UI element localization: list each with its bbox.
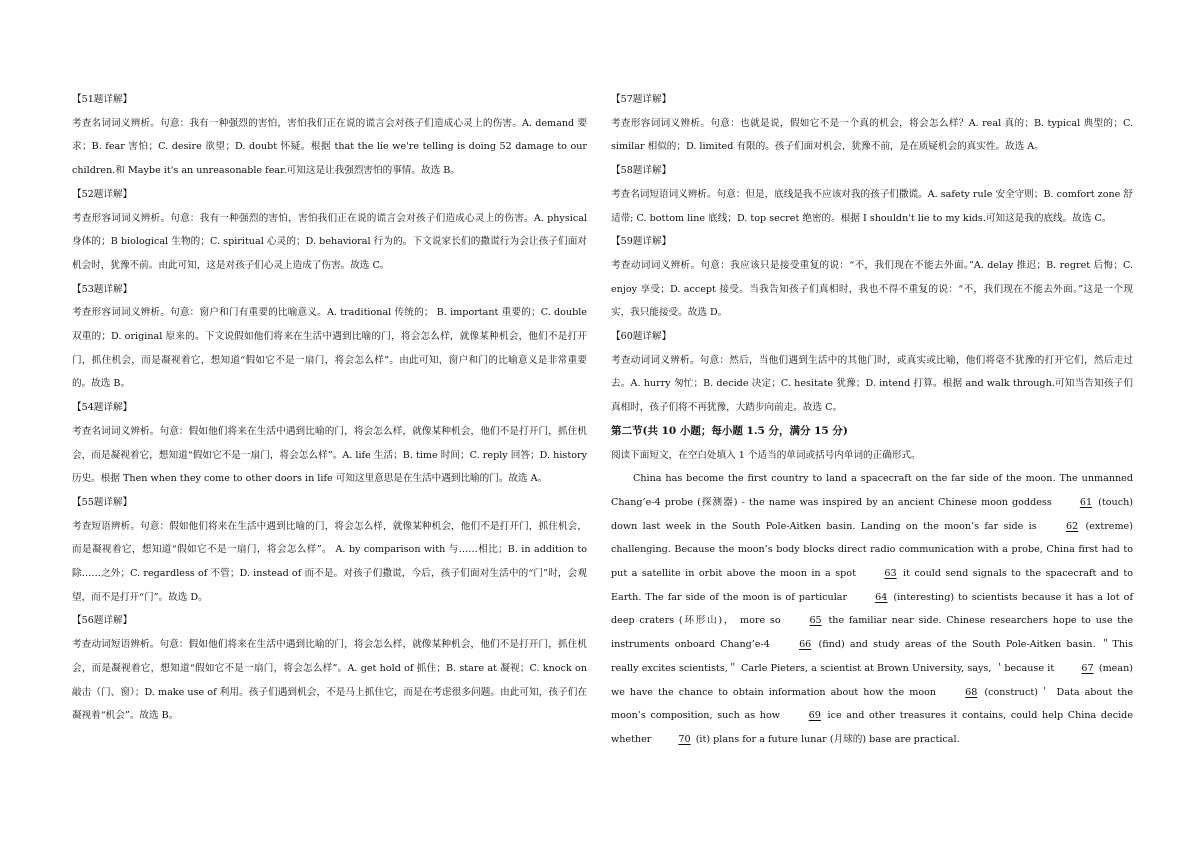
explanation-block (611, 88, 1133, 159)
right-column (611, 88, 1133, 752)
answer-blank[interactable]: 62 (1065, 520, 1079, 532)
explanation-text: 考查动词词义辨析。句意：然后，当他们遇到生活中的其他门时，或真实或比喻，他们将毫不犹豫的打开它们，然后走过去。A. hurry 匆忙；B. decide 决定；C. hesitate 犹豫；D. intend 打算。根据 and walk through.可知当告知孩子们真相时，孩子们将不再犹豫，大踏步向前走。故选 C。 (611, 354, 1133, 414)
passage-text: (it) plans for a future lunar (月球的) base are practical. (692, 733, 960, 745)
cloze-passage (611, 467, 1133, 751)
answer-blank[interactable]: 64 (875, 591, 888, 603)
answer-blank[interactable]: 69 (808, 710, 821, 722)
explanation-block (611, 230, 1133, 325)
passage-text: (mean) we have the chance to obtain information about how the moon (611, 662, 1133, 698)
passage-text: (touch) down last week in the South Pole-Aitken basin. Landing on the moon’s far side is (611, 496, 1133, 532)
right-explanations (611, 88, 1133, 420)
explanation-heading: 【53题详解】 (72, 283, 133, 295)
answer-blank[interactable]: 67 (1081, 662, 1094, 674)
section-title: 第二节(共 10 小题；每小题 1.5 分，满分 15 分) (611, 424, 848, 437)
passage-text: it could send signals to the spacecraft and to Earth. The far side of the moon is of particular (611, 568, 1133, 603)
explanation-heading: 【57题详解】 (611, 94, 672, 105)
explanation-text: 考查名词词义辨析。句意：我有一种强烈的害怕，害怕我们正在说的谎言会对孩子们造成心灵上的伤害。A. demand 要求；B. fear 害怕；C. desire 欲望；D. doubt 怀疑。根据 that the lie we're telling is doing 52 damage to our children.和 Maybe it's an unreasonable fear.可知这是让我强烈害怕的事情。故选 B。 (72, 117, 587, 177)
explanation-block (611, 159, 1133, 230)
explanation-heading: 【56题详解】 (72, 615, 133, 627)
explanation-block (72, 278, 587, 397)
explanation-text: 考查名词词义辨析。句意：假如他们将来在生活中遇到比喻的门，将会怎么样，就像某种机会，他们不是打开门，抓住机会，而是凝视着它，想知道“假如它不是一扇门，将会怎么样”。A. life 生活；B. time 时间；C. reply 回答；D. history 历史。根据 Then when they come to other doors in life 可知这里意思是在生活中遇到比喻的门。故选 A。 (72, 425, 587, 485)
explanation-text: 考查动词短语辨析。句意：假如他们将来在生活中遇到比喻的门，将会怎么样，就像某种机会，他们不是打开门，抓住机会，而是凝视着它，想知道“假如它不是一扇门，将会怎么样”。A. get hold of 抓住；B. stare at 凝视；C. knock on 敲击（门、窗）；D. make use of 利用。孩子们遇到机会，不是马上抓住它，而是在考虑很多问题。由此可知，孩子们在凝视着“机会”。故选 B。 (72, 639, 587, 722)
explanation-heading: 【60题详解】 (611, 331, 672, 343)
passage-text: (find) and study areas of the South Pole-Aitken basin. ＂This really excites scientists,＂ Carle Pieters, a scientist at Brown University, says, ＇because it (611, 639, 1133, 674)
explanation-text: 考查短语辨析。句意：假如他们将来在生活中遇到比喻的门，将会怎么样，就像某种机会，他们不是打开门，抓住机会，而是凝视着它，想知道“假如它不是一扇门，将会怎么样”。 A. by comparison with 与……相比；B. in addition to 除……之外；C. regardless of 不管；D. instead of 而不是。对孩子们撒谎，今后，孩子们面对生活中的“门”时，会观望，而不是打开“门”。故选 D。 (72, 520, 587, 603)
answer-blank[interactable]: 66 (799, 639, 812, 651)
passage-text: China has become the first country to land a spacecraft on the far side of the moon. The unmanned Chang’e-4 probe (探测器) - the name was inspired by an ancient Chinese moon goddess (611, 473, 1133, 508)
explanation-heading: 【55题详解】 (72, 496, 133, 508)
explanation-heading: 【59题详解】 (611, 236, 672, 248)
explanation-block (72, 609, 587, 728)
explanation-block (611, 325, 1133, 420)
answer-blank[interactable]: 70 (678, 733, 691, 745)
passage-text: the familiar near side. Chinese researchers hope to use the instruments onboard Chang’e-4 (611, 615, 1133, 651)
explanation-text: 考查动词词义辨析。句意：我应该只是接受重复的说：“不，我们现在不能去外面。”A. delay 推迟；B. regret 后悔；C. enjoy 享受；D. accept 接受。当我告知孩子们真相时，我也不得不重复的说：“不，我们现在不能去外面。”这是一个现实，我只能接受。故选 D。 (611, 259, 1133, 319)
explanation-heading: 【54题详解】 (72, 402, 133, 414)
answer-blank[interactable]: 65 (809, 615, 822, 627)
answer-blank[interactable]: 68 (965, 686, 978, 698)
explanation-block (72, 88, 587, 183)
passage-text: ice and other treasures it contains, could help China decide whether (611, 710, 1133, 745)
explanation-block (72, 396, 587, 491)
explanation-heading: 【58题详解】 (611, 165, 672, 177)
answer-blank[interactable]: 61 (1079, 496, 1093, 508)
explanation-text: 考查名词短语词义辨析。句意：但是，底线是我不应该对我的孩子们撒谎。A. safety rule 安全守则；B. comfort zone 舒适带; C. bottom line 底线；D. top secret 绝密的。根据 I shouldn't lie to my kids.可知这是我的底线。故选 C。 (611, 188, 1133, 224)
passage-text: (extreme) challenging. Because the moon’s body blocks direct radio communication with a probe, China first had to put a satellite in orbit above the moon in a spot (611, 520, 1133, 580)
explanation-text: 考查形容词词义辨析。句意：也就是说，假如它不是一个真的机会，将会怎么样？A. real 真的；B. typical 典型的；C. similar 相似的；D. limited 有限的。孩子们面对机会，犹豫不前，是在质疑机会的真实性。故选 A。 (611, 117, 1133, 153)
explanation-heading: 【51题详解】 (72, 94, 133, 105)
passage-text: (interesting) to scientists because it has a lot of deep craters (环形山)， more so (611, 591, 1133, 627)
explanation-text: 考查形容词词义辨析。句意：窗户和门有重要的比喻意义。A. traditional 传统的； B. important 重要的；C. double 双重的；D. original 原来的。下文说假如他们将来在生活中遇到比喻的门，将会怎么样，就像某种机会，他们不是打开门，抓住机会，而是凝视着它，想知道“假如它不是一扇门，将会怎么样”。由此可知，窗户和门的比喻意义是非常重要的。故选 B。 (72, 307, 587, 390)
answer-blank[interactable]: 63 (884, 568, 897, 580)
explanation-block (72, 491, 587, 610)
explanation-block (72, 183, 587, 278)
explanation-heading: 【52题详解】 (72, 188, 133, 200)
passage-text: (construct)＇ Data about the moon’s composition, such as how (611, 686, 1133, 722)
left-column (72, 88, 587, 728)
explanation-text: 考查形容词词义辨析。句意：我有一种强烈的害怕，害怕我们正在说的谎言会对孩子们造成心灵上的伤害。A. physical 身体的；B biological 生物的；C. spiritual 心灵的；D. behavioral 行为的。下文说家长们的撒谎行为会让孩子们面对机会时，犹豫不前。由此可知，这是对孩子们心灵上造成了伤害。故选 C。 (72, 212, 587, 271)
section-instruction: 阅读下面短文，在空白处填入 1 个适当的单词或括号内单词的正确形式。 (611, 449, 921, 461)
